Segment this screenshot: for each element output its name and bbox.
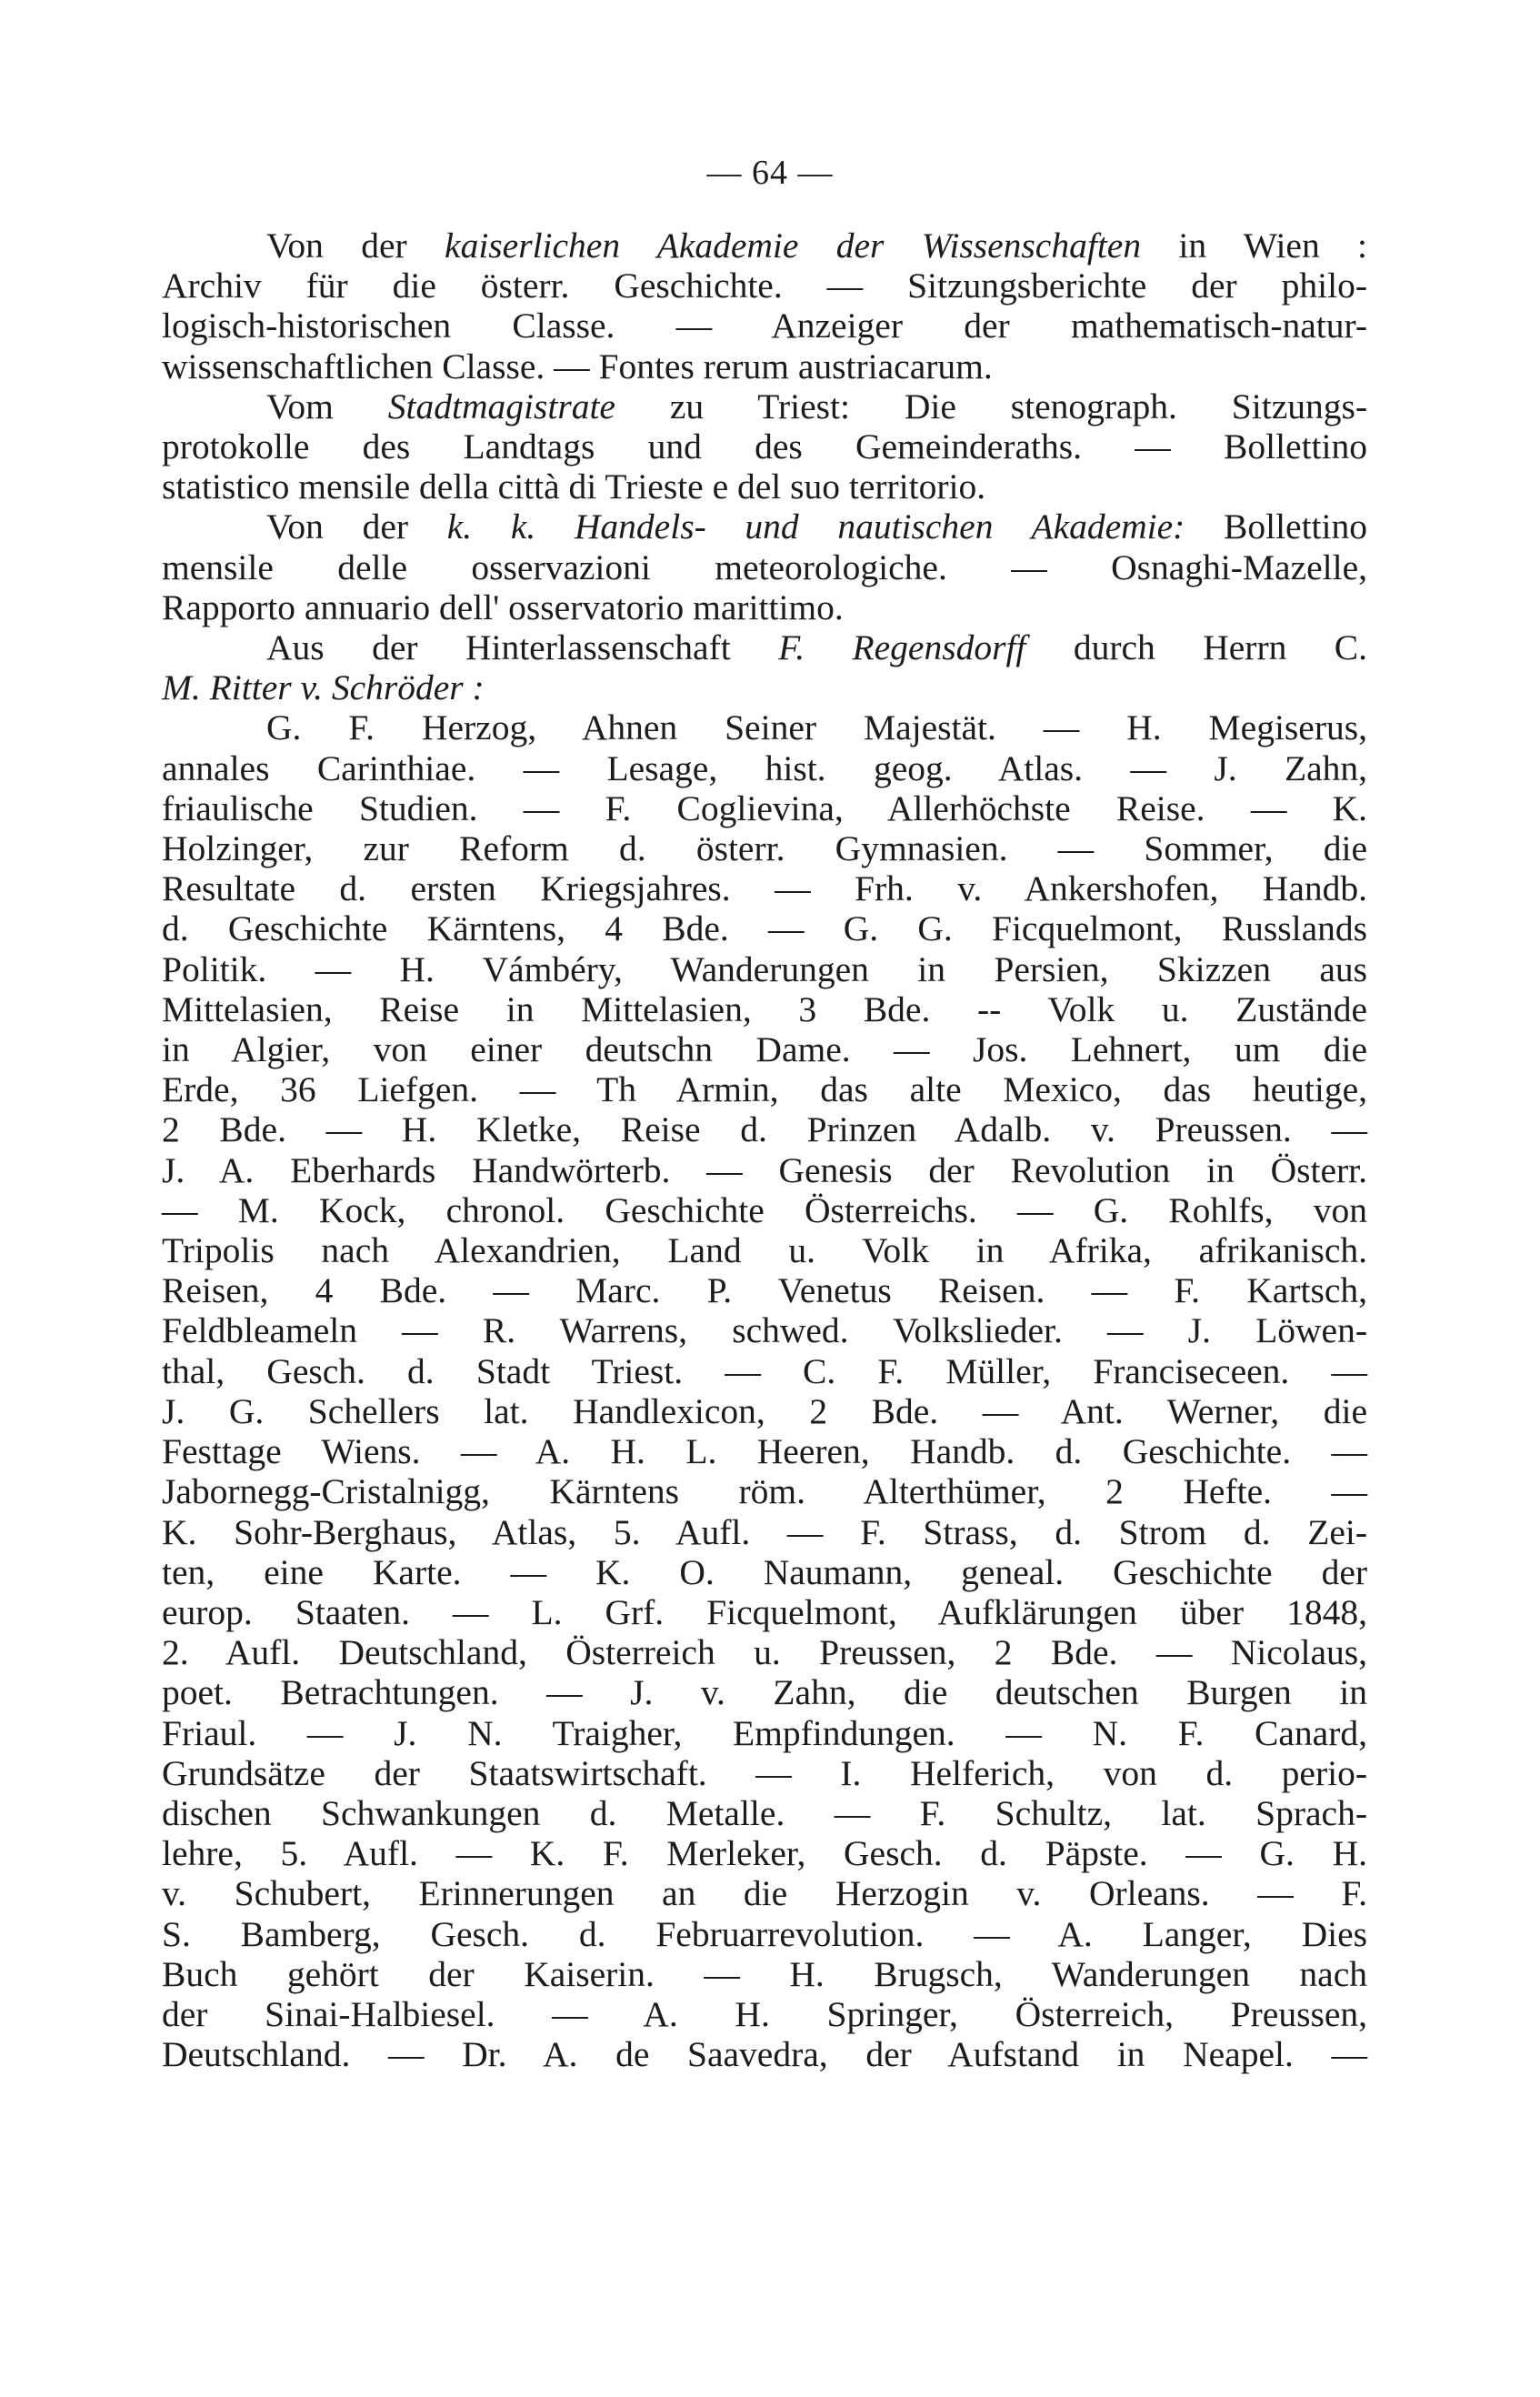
text-line-segment: G. F. Herzog, Ahnen Seiner Majestät. — H. Megiserus, xyxy=(266,707,1367,748)
text-line-segment: Politik. — H. Vámbéry, Wanderungen in Persien, Skizzen aus xyxy=(162,948,1367,989)
text-line-segment: statistico mensile della città di Trieste e del suo territorio. xyxy=(162,466,986,507)
text-line-segment: Friaul. — J. N. Traigher, Empfindungen. — N. F. Canard, xyxy=(162,1712,1367,1753)
text-line-segment: J. G. Schellers lat. Handlexicon, 2 Bde. — Ant. Werner, die xyxy=(162,1390,1367,1431)
text-line xyxy=(162,667,1367,707)
text-line-segment: — M. Kock, chronol. Geschichte Österreichs. — G. Rohlfs, von xyxy=(162,1189,1367,1230)
body-text xyxy=(162,226,1367,2074)
text-line-segment: lehre, 5. Aufl. — K. F. Merleker, Gesch. d. Päpste. — G. H. xyxy=(162,1833,1367,1874)
italic-segment: M. Ritter v. Schröder : xyxy=(162,667,485,708)
text-line-segment: Feldbleameln — R. Warrens, schwed. Volkslieder. — J. Löwen- xyxy=(162,1310,1367,1351)
text-line-segment: thal, Gesch. d. Stadt Triest. — C. F. Müller, Franciseceen. — xyxy=(162,1350,1367,1391)
text-line xyxy=(162,949,1367,989)
text-line xyxy=(162,1753,1367,1793)
text-line-segment: durch Herrn C. xyxy=(1025,627,1368,668)
text-line xyxy=(162,707,1367,747)
italic-segment: kaiserlichen Akademie der Wissenschaften xyxy=(445,226,1142,266)
text-line-segment: Reisen, 4 Bde. — Marc. P. Venetus Reisen. — F. Kartsch, xyxy=(162,1270,1367,1311)
text-line xyxy=(162,226,1367,266)
text-line xyxy=(162,1833,1367,1873)
text-line xyxy=(162,1431,1367,1471)
text-line-segment: v. Schubert, Erinnerungen an die Herzogin v. Orleans. — F. xyxy=(162,1873,1367,1914)
text-line-segment: Rapporto annuario dell' osservatorio marittimo. xyxy=(162,587,844,627)
text-line xyxy=(162,989,1367,1029)
text-line xyxy=(162,306,1367,346)
text-line xyxy=(162,466,1367,506)
text-line xyxy=(162,1391,1367,1431)
text-line-segment: Holzinger, zur Reform d. österr. Gymnasien. — Sommer, die xyxy=(162,828,1367,869)
italic-segment: F. Regensdorff xyxy=(778,627,1026,668)
text-line xyxy=(162,1873,1367,1913)
text-line-segment: K. Sohr-Berghaus, Atlas, 5. Aufl. — F. Strass, d. Strom d. Zei- xyxy=(162,1511,1367,1552)
text-line-segment: ten, eine Karte. — K. O. Naumann, geneal. Geschichte der xyxy=(162,1551,1367,1592)
text-line xyxy=(162,828,1367,868)
text-line xyxy=(162,627,1367,667)
text-line xyxy=(162,1632,1367,1672)
text-line xyxy=(162,2034,1367,2074)
text-line-segment: Mittelasien, Reise in Mittelasien, 3 Bde. -- Volk u. Zustände xyxy=(162,988,1367,1029)
text-line-segment: J. A. Eberhards Handwörterb. — Genesis der Revolution in Österr. xyxy=(162,1149,1367,1190)
text-line-segment: Resultate d. ersten Kriegsjahres. — Frh. v. Ankershofen, Handb. xyxy=(162,868,1367,909)
text-line-segment: Deutschland. — Dr. A. de Saavedra, der Aufstand in Neapel. — xyxy=(162,2034,1367,2075)
text-line xyxy=(162,1069,1367,1109)
text-line xyxy=(162,1914,1367,1954)
text-line xyxy=(162,1150,1367,1190)
text-line-segment: zu Triest: Die stenograph. Sitzungs- xyxy=(615,386,1367,426)
text-line xyxy=(162,1029,1367,1069)
text-line-segment: friaulische Studien. — F. Coglievina, Allerhöchste Reise. — K. xyxy=(162,787,1367,828)
italic-segment: k. k. Handels- und nautischen Akademie: xyxy=(446,506,1185,547)
italic-segment: Stadtmagistrate xyxy=(387,386,615,426)
text-line-segment: Aus der Hinterlassenschaft xyxy=(266,627,779,668)
text-line xyxy=(162,1310,1367,1350)
text-line-segment: Archiv für die österr. Geschichte. — Sitzungsberichte der philo- xyxy=(162,266,1367,306)
text-line-segment: Bollettino xyxy=(1185,506,1368,547)
text-line-segment: d. Geschichte Kärntens, 4 Bde. — G. G. Ficquelmont, Russlands xyxy=(162,908,1367,949)
text-line xyxy=(162,1190,1367,1230)
text-line-segment: in Wien : xyxy=(1141,226,1367,266)
text-line-segment: Jabornegg-Cristalnigg, Kärntens röm. Alterthümer, 2 Hefte. — xyxy=(162,1471,1367,1512)
text-line-segment: 2. Aufl. Deutschland, Österreich u. Preussen, 2 Bde. — Nicolaus, xyxy=(162,1632,1367,1673)
text-line-segment: wissenschaftlichen Classe. — Fontes rerum austriacarum. xyxy=(162,346,993,386)
text-line-segment: der Sinai-Halbiesel. — A. H. Springer, Österreich, Preussen, xyxy=(162,1993,1367,2034)
text-line xyxy=(162,346,1367,386)
text-line xyxy=(162,788,1367,828)
text-line xyxy=(162,1471,1367,1511)
text-line-segment: 2 Bde. — H. Kletke, Reise d. Prinzen Adalb. v. Preussen. — xyxy=(162,1109,1367,1150)
text-line-segment: Tripolis nach Alexandrien, Land u. Volk in Afrika, afrikanisch. xyxy=(162,1230,1367,1271)
text-line xyxy=(162,266,1367,306)
text-line-segment: Von der xyxy=(266,506,447,547)
text-line xyxy=(162,1230,1367,1270)
text-line-segment: Erde, 36 Liefgen. — Th Armin, das alte Mexico, das heutige, xyxy=(162,1069,1367,1110)
text-line-segment: S. Bamberg, Gesch. d. Februarrevolution. — A. Langer, Dies xyxy=(162,1913,1367,1954)
text-line xyxy=(162,1994,1367,2034)
text-line-segment: Von der xyxy=(266,226,445,266)
text-line xyxy=(162,1954,1367,1994)
text-line-segment: annales Carinthiae. — Lesage, hist. geog. Atlas. — J. Zahn, xyxy=(162,747,1367,788)
text-line xyxy=(162,1552,1367,1592)
text-line-segment: Festtage Wiens. — A. H. L. Heeren, Handb. d. Geschichte. — xyxy=(162,1431,1367,1472)
text-line xyxy=(162,1713,1367,1753)
text-line-segment: Grundsätze der Staatswirtschaft. — I. Helferich, von d. perio- xyxy=(162,1752,1367,1793)
text-line-segment: protokolle des Landtags und des Gemeinderaths. — Bollettino xyxy=(162,426,1367,467)
text-line xyxy=(162,1672,1367,1712)
text-line xyxy=(162,547,1367,587)
page-number: — 64 — xyxy=(706,154,834,192)
text-line-segment: poet. Betrachtungen. — J. v. Zahn, die deutschen Burgen in xyxy=(162,1672,1367,1713)
text-line xyxy=(162,748,1367,788)
text-line xyxy=(162,506,1367,547)
text-line-segment: dischen Schwankungen d. Metalle. — F. Schultz, lat. Sprach- xyxy=(162,1792,1367,1833)
text-line xyxy=(162,386,1367,426)
text-line xyxy=(162,1270,1367,1310)
text-line xyxy=(162,868,1367,908)
text-line-segment: Buch gehört der Kaiserin. — H. Brugsch, Wanderungen nach xyxy=(162,1953,1367,1994)
text-line-segment: logisch-historischen Classe. — Anzeiger der mathematisch-natur- xyxy=(162,306,1367,346)
text-line-segment: Vom xyxy=(266,386,388,426)
text-line xyxy=(162,908,1367,948)
text-line xyxy=(162,1109,1367,1149)
text-line xyxy=(162,587,1367,627)
text-line xyxy=(162,1592,1367,1632)
text-line xyxy=(162,1351,1367,1391)
text-line-segment: in Algier, von einer deutschn Dame. — Jos. Lehnert, um die xyxy=(162,1029,1367,1070)
text-line xyxy=(162,1512,1367,1552)
text-line-segment: mensile delle osservazioni meteorologiche. — Osnaghi-Mazelle, xyxy=(162,547,1367,587)
text-line-segment: europ. Staaten. — L. Grf. Ficquelmont, Aufklärungen über 1848, xyxy=(162,1591,1367,1632)
text-line xyxy=(162,426,1367,466)
text-line xyxy=(162,1793,1367,1833)
